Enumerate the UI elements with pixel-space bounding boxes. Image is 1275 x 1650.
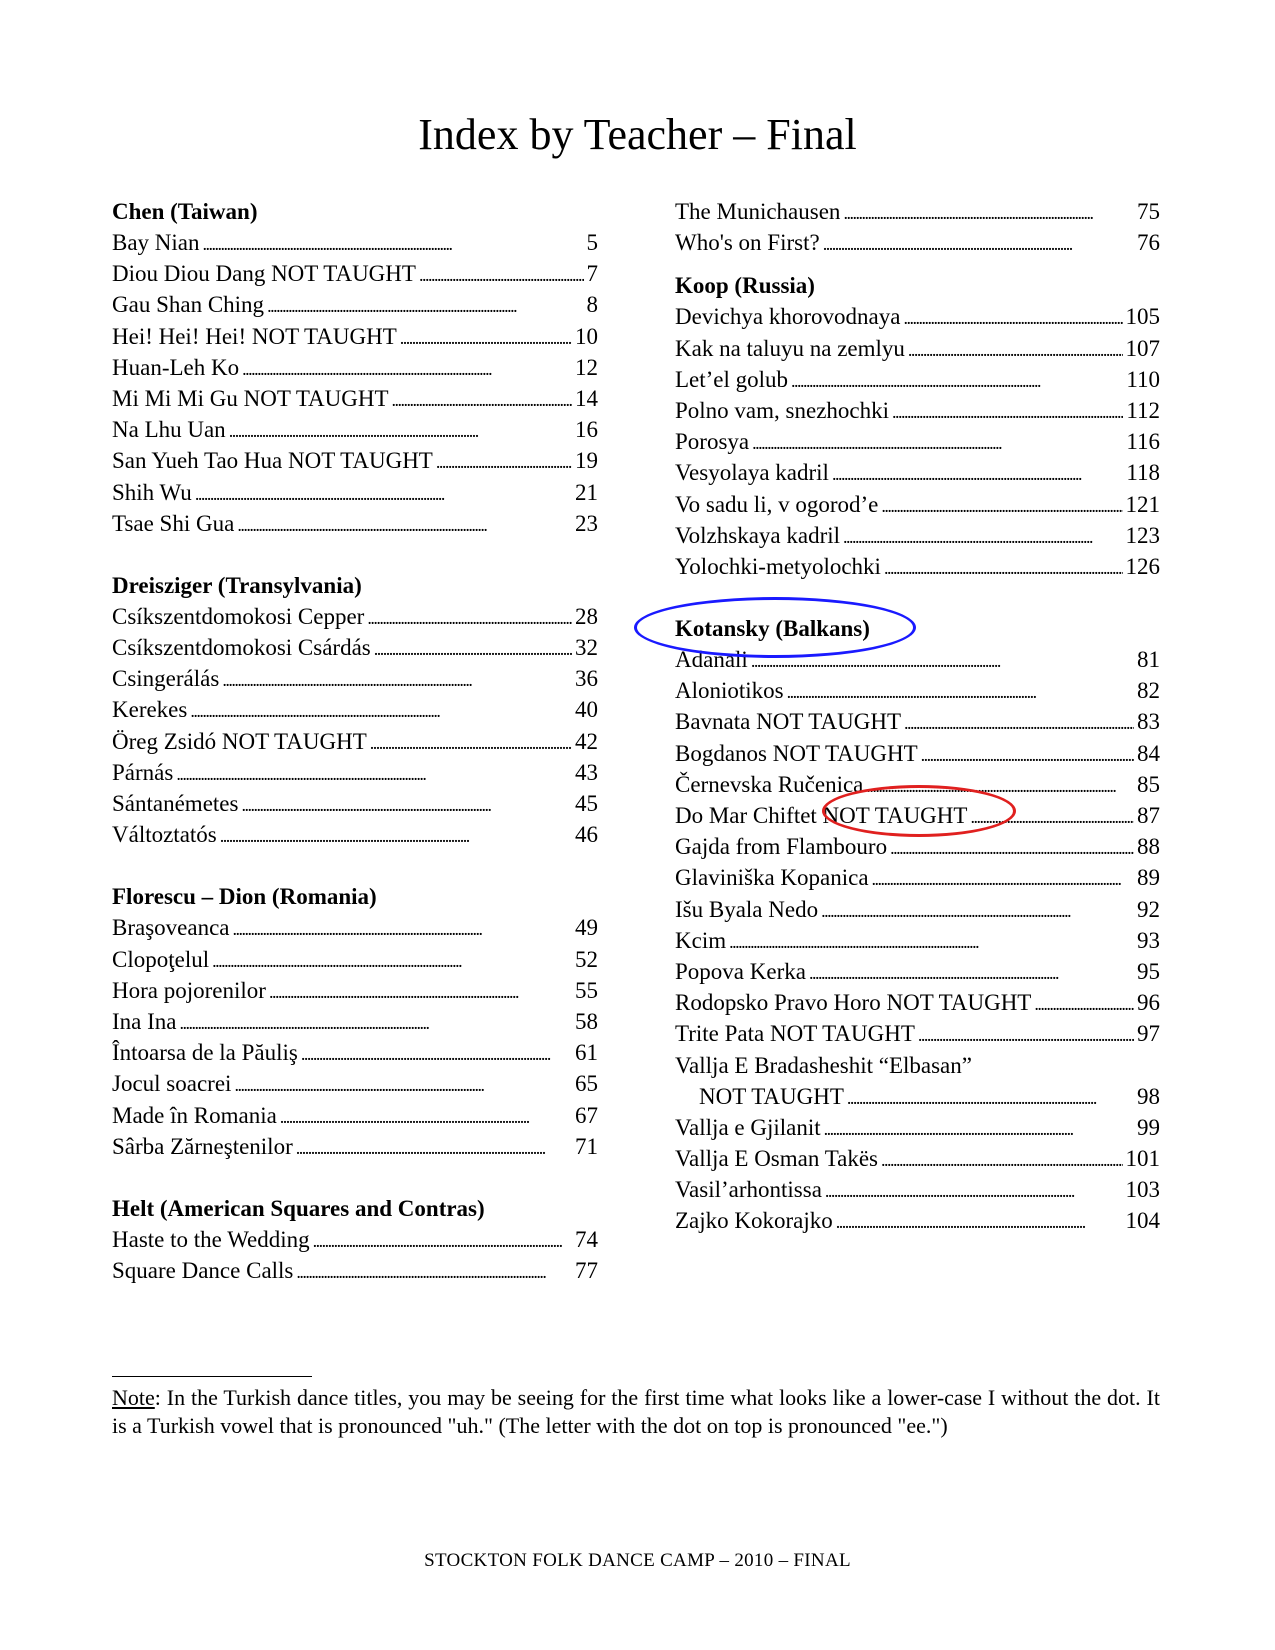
index-entry [112, 1224, 598, 1255]
dance-name: Vasil’arhontissa [675, 1177, 822, 1203]
dance-name: Glaviniška Kopanica [675, 865, 869, 891]
index-entry [675, 196, 1160, 227]
dance-name: Devichya khorovodnaya [675, 304, 901, 330]
index-entry [675, 489, 1160, 520]
page-number: 103 [1125, 1177, 1160, 1203]
page-number: 88 [1137, 834, 1160, 860]
dance-name: Întoarsa de la Păuliş [112, 1040, 298, 1066]
page-number: 75 [1137, 199, 1160, 224]
index-entry [112, 258, 598, 289]
index-entry [112, 663, 598, 694]
dance-name: Yolochki-metyolochki [675, 553, 881, 579]
page-number: 19 [575, 448, 598, 474]
index-entry [112, 477, 598, 508]
dance-name: Csíkszentdomokosi Csárdás [112, 635, 371, 661]
index-entry [112, 414, 598, 445]
page-number: 36 [575, 666, 598, 692]
index-entry [112, 694, 598, 725]
page-number: 76 [1137, 230, 1160, 256]
dance-name: Öreg Zsidó NOT TAUGHT [112, 728, 367, 754]
dance-name: Popova Kerka [675, 958, 806, 984]
index-entry [675, 520, 1160, 551]
dance-name: Gau Shan Ching [112, 292, 265, 318]
page-number: 96 [1137, 990, 1160, 1016]
index-entry [675, 333, 1160, 364]
index-entry [112, 1037, 598, 1068]
page-number: 71 [575, 1133, 598, 1159]
page-footer: STOCKTON FOLK DANCE CAMP – 2010 – FINAL [424, 1550, 851, 1571]
teacher-heading: Chen (Taiwan) [112, 199, 258, 224]
index-entry [112, 788, 598, 819]
dance-name: Bavnata NOT TAUGHT [675, 709, 901, 735]
page-number: 7 [586, 261, 598, 287]
dance-name: Made în Romania [112, 1102, 277, 1128]
right-column [675, 196, 1160, 1237]
index-entry [675, 551, 1160, 582]
index-entry [675, 301, 1160, 332]
dance-name: Jocul soacrei [112, 1071, 232, 1097]
index-entry [675, 1174, 1160, 1205]
page-number: 42 [575, 728, 598, 754]
page-number: 77 [575, 1258, 598, 1284]
index-entry [112, 383, 598, 414]
page-number: 45 [575, 791, 598, 816]
dance-name: Porosya [675, 429, 750, 455]
dance-name: Csingerálás [112, 666, 220, 692]
page-number: 98 [1137, 1083, 1160, 1109]
index-entry [675, 364, 1160, 395]
dance-name: Na Lhu Uan [112, 417, 226, 443]
page-number: 8 [586, 292, 598, 318]
index-entry [675, 862, 1160, 893]
dance-name: Aloniotikos [675, 678, 784, 704]
dance-name: Vallja e Gjilanit [675, 1114, 821, 1140]
teacher-heading: Florescu – Dion (Romania) [112, 884, 377, 910]
dance-name: Bay Nian [112, 230, 200, 255]
left-column [112, 196, 598, 1286]
page-number: 16 [575, 417, 598, 443]
index-entry [675, 706, 1160, 737]
page-number: 93 [1137, 927, 1160, 953]
page-number: 65 [575, 1071, 598, 1097]
dance-name: Išu Byala Nedo [675, 896, 819, 922]
dance-name: Do Mar Chiftet NOT TAUGHT [675, 803, 968, 828]
page-number: 116 [1126, 429, 1160, 455]
index-entry [675, 738, 1160, 769]
dance-name: Rodopsko Pravo Horo NOT TAUGHT [675, 990, 1032, 1016]
note-text: : In the Turkish dance titles, you may be seeing for the first time what looks like a lower-case I without the dot. It is a Turkish vowel that is pronounced "uh." (The letter with the dot on top is pronounced "ee.") [112, 1385, 1160, 1438]
page-number: 67 [575, 1102, 598, 1128]
dance-name: Trite Pata NOT TAUGHT [675, 1021, 915, 1047]
index-entry [112, 1131, 598, 1162]
page-number: 104 [1125, 1208, 1160, 1234]
page-number: 81 [1137, 647, 1160, 673]
page-number: 112 [1126, 397, 1160, 423]
dance-name: Braşoveanca [112, 915, 230, 941]
dance-name: Haste to the Wedding [112, 1226, 310, 1252]
index-entry [675, 925, 1160, 956]
index-entry [675, 1018, 1160, 1049]
index-entry [112, 601, 598, 632]
index-entry [675, 1143, 1160, 1174]
page-number: 89 [1137, 865, 1160, 891]
dance-name: Adanali [675, 647, 748, 673]
index-entry [112, 632, 598, 663]
page-number: 84 [1137, 740, 1160, 766]
dance-name: Kcim [675, 927, 727, 953]
page-number: 43 [575, 759, 598, 785]
page-number: 92 [1137, 896, 1160, 922]
page-number: 97 [1137, 1021, 1160, 1047]
blue-circle-annotation [634, 597, 916, 658]
dance-name: Clopoţelul [112, 946, 210, 972]
dance-name: Gajda from Flambouro [675, 834, 888, 860]
page-number: 101 [1125, 1146, 1160, 1172]
teacher-heading: Kotansky (Balkans) [675, 616, 870, 642]
page-number: 99 [1137, 1114, 1160, 1140]
page-number: 49 [575, 915, 598, 941]
page-number: 74 [575, 1226, 598, 1252]
index-entry [112, 1068, 598, 1099]
dance-name: Shih Wu [112, 479, 192, 505]
index-entry [112, 975, 598, 1006]
dance-name: Square Dance Calls [112, 1258, 294, 1284]
page-number: 87 [1137, 803, 1160, 828]
dance-name: Sántanémetes [112, 791, 239, 816]
dance-name: Párnás [112, 759, 174, 785]
page-number: 126 [1125, 553, 1160, 579]
dance-name: Hora pojorenilor [112, 977, 266, 1003]
dance-name: Diou Diou Dang NOT TAUGHT [112, 261, 416, 287]
dance-name: Let’el golub [675, 366, 789, 392]
footnote-rule [112, 1376, 312, 1377]
red-circle-annotation [822, 785, 1016, 837]
index-entry [112, 289, 598, 320]
index-entry [112, 1100, 598, 1131]
page-number: 95 [1137, 958, 1160, 984]
index-entry [675, 426, 1160, 457]
dance-name: Sârba Zărneştenilor [112, 1133, 293, 1159]
dance-name: Zajko Kokorajko [675, 1208, 833, 1234]
dance-name: Polno vam, snezhochki [675, 397, 889, 423]
page-number: 12 [575, 354, 598, 380]
index-entry [675, 1205, 1160, 1236]
dance-name-first-line: Vallja E Bradasheshit “Elbasan” [675, 1052, 972, 1078]
dance-name: Kak na taluyu na zemlyu [675, 335, 905, 361]
dance-name: Csíkszentdomokosi Cepper [112, 603, 365, 629]
dance-name: Vo sadu li, v ogorod’e [675, 491, 879, 517]
page-number: 46 [575, 822, 598, 848]
index-entry [112, 944, 598, 975]
index-entry [675, 457, 1160, 488]
page-number: 32 [575, 635, 598, 661]
page-number: 105 [1125, 304, 1160, 330]
dance-name: Volzhskaya kadril [675, 522, 841, 548]
index-entry [112, 227, 598, 258]
dance-name: Černevska Ručenica [675, 771, 864, 797]
teacher-heading: Dreisziger (Transylvania) [112, 572, 362, 598]
page-number: 110 [1126, 366, 1160, 392]
index-entry [112, 819, 598, 850]
page-number: 61 [575, 1040, 598, 1066]
teacher-heading: Helt (American Squares and Contras) [112, 1195, 485, 1221]
footnote [112, 1384, 1160, 1440]
index-entry [675, 894, 1160, 925]
page-number: 28 [575, 603, 598, 629]
page-number: 83 [1137, 709, 1160, 735]
index-entry [675, 675, 1160, 706]
page-number: 82 [1137, 678, 1160, 704]
dance-name: Vallja E Osman Takës [675, 1146, 879, 1172]
page-number: 55 [575, 977, 598, 1003]
index-entry [112, 1255, 598, 1286]
dance-name: The Munichausen [675, 199, 841, 224]
index-entry [112, 1006, 598, 1037]
teacher-heading: Koop (Russia) [675, 273, 815, 299]
index-entry [112, 912, 598, 943]
page-number: 107 [1125, 335, 1160, 361]
page-number: 58 [575, 1008, 598, 1034]
dance-name: Változtatós [112, 822, 217, 848]
page-title: Index by Teacher – Final [418, 110, 857, 159]
page-number: 5 [586, 230, 598, 255]
dance-name: Kerekes [112, 697, 188, 723]
dance-name: San Yueh Tao Hua NOT TAUGHT [112, 448, 433, 474]
index-entry [675, 987, 1160, 1018]
dance-name: Vesyolaya kadril [675, 460, 829, 486]
index-entry [675, 227, 1160, 258]
dance-name: Who's on First? [675, 230, 820, 256]
page-number: 52 [575, 946, 598, 972]
index-entry [112, 352, 598, 383]
index-entry [112, 726, 598, 757]
index-entry [675, 1112, 1160, 1143]
dance-name: Mi Mi Mi Gu NOT TAUGHT [112, 385, 389, 411]
dance-name: Hei! Hei! Hei! NOT TAUGHT [112, 323, 397, 349]
index-entry [112, 445, 598, 476]
index-entry [112, 757, 598, 788]
dance-name: Bogdanos NOT TAUGHT [675, 740, 918, 766]
page-number: 123 [1125, 522, 1160, 548]
page-number: 85 [1137, 771, 1160, 797]
index-entry [112, 508, 598, 539]
index-entry [675, 1081, 1160, 1112]
page-number: 40 [575, 697, 598, 723]
page-number: 23 [575, 510, 598, 536]
dance-name: NOT TAUGHT [699, 1083, 844, 1109]
dance-name: Huan-Leh Ko [112, 354, 240, 380]
dance-name: Tsae Shi Gua [112, 510, 235, 536]
page-number: 14 [575, 385, 598, 411]
index-entry [112, 321, 598, 352]
page-number: 10 [575, 323, 598, 349]
index-entry [675, 956, 1160, 987]
index-entry [675, 395, 1160, 426]
dance-name: Ina Ina [112, 1008, 177, 1034]
page-number: 118 [1126, 460, 1160, 486]
note-label: Note [112, 1385, 155, 1410]
page-number: 121 [1125, 491, 1160, 517]
page-number: 21 [575, 479, 598, 505]
